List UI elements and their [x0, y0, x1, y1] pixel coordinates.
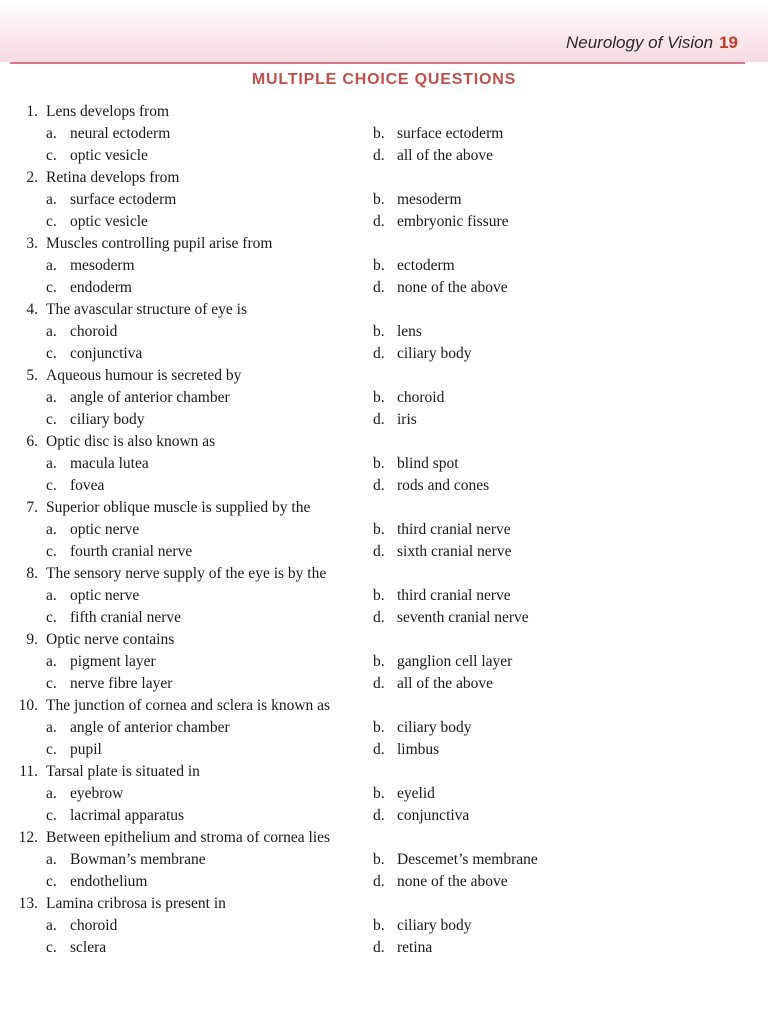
question-stem: Tarsal plate is situated in — [46, 763, 200, 780]
option-letter: c. — [46, 543, 57, 560]
question-number: 2. — [26, 169, 38, 186]
option-row — [0, 651, 768, 673]
option-text: surface ectoderm — [70, 191, 177, 208]
option-letter: c. — [46, 939, 57, 956]
question-number: 13. — [18, 895, 38, 912]
option-text: optic nerve — [70, 587, 140, 604]
option-row — [0, 915, 768, 937]
option-letter: b. — [373, 521, 385, 538]
option-letter: a. — [46, 323, 57, 340]
question-row — [0, 101, 768, 123]
option-letter: b. — [373, 455, 385, 472]
question-row — [0, 695, 768, 717]
option-letter: a. — [46, 785, 57, 802]
option-letter: b. — [373, 719, 385, 736]
option-c — [46, 741, 102, 759]
question-number: 10. — [18, 697, 38, 714]
option-row — [0, 717, 768, 739]
option-text: pupil — [70, 741, 102, 758]
option-c — [46, 873, 148, 891]
option-letter: c. — [46, 147, 57, 164]
question-item — [0, 497, 768, 563]
option-b — [373, 389, 444, 407]
option-letter: d. — [373, 279, 385, 296]
option-row — [0, 849, 768, 871]
option-row — [0, 211, 768, 233]
option-letter: d. — [373, 939, 385, 956]
option-row — [0, 123, 768, 145]
option-text: lens — [397, 323, 422, 340]
option-text: eyelid — [397, 785, 435, 802]
option-b — [373, 455, 459, 473]
running-head — [566, 33, 738, 53]
option-text: neural ectoderm — [70, 125, 171, 142]
question-number: 1. — [26, 103, 38, 120]
question-item — [0, 761, 768, 827]
running-title: Neurology of Vision — [565, 33, 714, 52]
option-d — [373, 147, 493, 165]
question-number: 12. — [18, 829, 38, 846]
option-text: all of the above — [397, 675, 493, 692]
question-row — [0, 827, 768, 849]
option-text: fifth cranial nerve — [70, 609, 182, 626]
option-letter: d. — [373, 741, 385, 758]
option-row — [0, 871, 768, 893]
option-row — [0, 189, 768, 211]
option-text: ganglion cell layer — [397, 653, 513, 670]
question-stem: Lamina cribrosa is present in — [46, 895, 226, 912]
option-text: conjunctiva — [70, 345, 143, 362]
question-item — [0, 167, 768, 233]
option-letter: d. — [373, 807, 385, 824]
option-text: choroid — [70, 917, 118, 934]
option-letter: d. — [373, 411, 385, 428]
question-row — [0, 563, 768, 585]
option-letter: d. — [373, 675, 385, 692]
option-a — [46, 653, 156, 671]
option-letter: c. — [46, 477, 57, 494]
question-stem: Retina develops from — [46, 169, 180, 186]
question-stem: Between epithelium and stroma of cornea lies — [46, 829, 331, 846]
option-d — [373, 609, 529, 627]
option-text: angle of anterior chamber — [70, 389, 230, 406]
option-text: Descemet’s membrane — [397, 851, 538, 868]
option-d — [373, 213, 508, 231]
option-letter: a. — [46, 917, 57, 934]
option-b — [373, 719, 471, 737]
option-text: lacrimal apparatus — [70, 807, 185, 824]
option-d — [373, 279, 508, 297]
option-row — [0, 519, 768, 541]
option-d — [373, 543, 511, 561]
option-text: sclera — [70, 939, 107, 956]
question-stem: Optic nerve contains — [46, 631, 175, 648]
option-a — [46, 917, 117, 935]
option-row — [0, 607, 768, 629]
option-letter: a. — [46, 653, 57, 670]
option-text: ciliary body — [397, 345, 472, 362]
option-b — [373, 125, 503, 143]
option-letter: a. — [46, 191, 57, 208]
option-a — [46, 851, 206, 869]
option-letter: d. — [373, 213, 385, 230]
option-text: all of the above — [397, 147, 493, 164]
question-stem: Aqueous humour is secreted by — [46, 367, 242, 384]
option-text: mesoderm — [397, 191, 462, 208]
question-number: 3. — [26, 235, 38, 252]
option-letter: b. — [373, 653, 385, 670]
option-text: iris — [397, 411, 417, 428]
option-text: limbus — [397, 741, 440, 758]
question-stem: The avascular structure of eye is — [46, 301, 247, 318]
question-number: 11. — [19, 763, 38, 780]
option-letter: b. — [373, 785, 385, 802]
option-c — [46, 213, 148, 231]
option-letter: a. — [46, 719, 57, 736]
question-row — [0, 629, 768, 651]
option-letter: c. — [46, 411, 57, 428]
option-letter: d. — [373, 477, 385, 494]
option-c — [46, 609, 181, 627]
option-a — [46, 257, 135, 275]
question-item — [0, 299, 768, 365]
question-item — [0, 431, 768, 497]
option-a — [46, 719, 230, 737]
option-text: third cranial nerve — [397, 587, 511, 604]
option-c — [46, 147, 148, 165]
question-item — [0, 365, 768, 431]
option-d — [373, 807, 469, 825]
option-text: sixth cranial nerve — [397, 543, 512, 560]
question-item — [0, 695, 768, 761]
option-b — [373, 917, 471, 935]
option-text: none of the above — [397, 279, 508, 296]
option-text: choroid — [397, 389, 445, 406]
option-letter: a. — [46, 257, 57, 274]
header-rule — [10, 62, 745, 64]
question-item — [0, 827, 768, 893]
option-a — [46, 587, 139, 605]
option-d — [373, 411, 417, 429]
option-a — [46, 323, 117, 341]
option-row — [0, 673, 768, 695]
question-number: 5. — [26, 367, 38, 384]
option-a — [46, 455, 149, 473]
option-text: embryonic fissure — [397, 213, 509, 230]
option-text: third cranial nerve — [397, 521, 511, 538]
option-b — [373, 257, 455, 275]
question-item — [0, 233, 768, 299]
option-letter: b. — [373, 125, 385, 142]
option-text: ciliary body — [70, 411, 145, 428]
question-row — [0, 365, 768, 387]
option-letter: c. — [46, 279, 57, 296]
option-letter: d. — [373, 147, 385, 164]
option-row — [0, 255, 768, 277]
option-letter: c. — [46, 675, 57, 692]
option-letter: c. — [46, 873, 57, 890]
option-a — [46, 125, 170, 143]
option-text: Bowman’s membrane — [70, 851, 206, 868]
question-row — [0, 497, 768, 519]
question-number: 4. — [26, 301, 38, 318]
option-row — [0, 321, 768, 343]
question-stem: The sensory nerve supply of the eye is by the — [46, 565, 327, 582]
option-row — [0, 541, 768, 563]
option-row — [0, 739, 768, 761]
question-item — [0, 101, 768, 167]
option-row — [0, 937, 768, 959]
question-stem: Muscles controlling pupil arise from — [46, 235, 273, 252]
option-d — [373, 477, 489, 495]
option-row — [0, 805, 768, 827]
option-row — [0, 453, 768, 475]
option-c — [46, 543, 192, 561]
option-row — [0, 145, 768, 167]
option-text: macula lutea — [70, 455, 149, 472]
option-c — [46, 675, 172, 693]
question-number: 7. — [26, 499, 38, 516]
option-b — [373, 521, 511, 539]
option-d — [373, 345, 471, 363]
option-text: seventh cranial nerve — [397, 609, 529, 626]
option-c — [46, 345, 142, 363]
option-d — [373, 939, 432, 957]
question-number: 8. — [26, 565, 38, 582]
question-number: 9. — [26, 631, 38, 648]
option-c — [46, 477, 104, 495]
option-b — [373, 653, 512, 671]
option-row — [0, 585, 768, 607]
option-letter: b. — [373, 389, 385, 406]
option-text: optic vesicle — [70, 147, 148, 164]
option-text: nerve fibre layer — [70, 675, 173, 692]
option-a — [46, 389, 230, 407]
option-letter: d. — [373, 873, 385, 890]
option-c — [46, 411, 144, 429]
option-letter: d. — [373, 345, 385, 362]
option-letter: d. — [373, 543, 385, 560]
option-row — [0, 409, 768, 431]
option-letter: a. — [46, 389, 57, 406]
option-d — [373, 675, 493, 693]
option-text: fovea — [70, 477, 105, 494]
option-row — [0, 343, 768, 365]
option-d — [373, 873, 508, 891]
option-b — [373, 785, 435, 803]
question-stem: Optic disc is also known as — [46, 433, 216, 450]
question-row — [0, 299, 768, 321]
option-a — [46, 521, 139, 539]
question-row — [0, 431, 768, 453]
question-row — [0, 233, 768, 255]
option-b — [373, 323, 422, 341]
option-row — [0, 783, 768, 805]
option-letter: b. — [373, 323, 385, 340]
option-text: angle of anterior chamber — [70, 719, 230, 736]
option-text: mesoderm — [70, 257, 135, 274]
question-item — [0, 629, 768, 695]
option-text: choroid — [70, 323, 118, 340]
option-row — [0, 475, 768, 497]
option-letter: b. — [373, 587, 385, 604]
option-text: blind spot — [397, 455, 459, 472]
option-row — [0, 387, 768, 409]
question-stem: The junction of cornea and sclera is known as — [46, 697, 331, 714]
option-a — [46, 191, 176, 209]
option-c — [46, 807, 184, 825]
question-number: 6. — [26, 433, 38, 450]
option-letter: b. — [373, 851, 385, 868]
question-item — [0, 893, 768, 959]
option-letter: b. — [373, 191, 385, 208]
option-row — [0, 277, 768, 299]
option-text: rods and cones — [397, 477, 490, 494]
option-text: eyebrow — [70, 785, 124, 802]
option-letter: a. — [46, 125, 57, 142]
option-letter: a. — [46, 851, 57, 868]
option-text: retina — [397, 939, 433, 956]
option-text: optic vesicle — [70, 213, 148, 230]
question-item — [0, 563, 768, 629]
option-letter: b. — [373, 257, 385, 274]
option-letter: c. — [46, 609, 57, 626]
option-b — [373, 851, 538, 869]
option-letter: c. — [46, 213, 57, 230]
option-text: ectoderm — [397, 257, 455, 274]
option-text: ciliary body — [397, 719, 472, 736]
option-d — [373, 741, 439, 759]
option-text: none of the above — [397, 873, 508, 890]
option-letter: a. — [46, 587, 57, 604]
option-b — [373, 191, 462, 209]
question-row — [0, 761, 768, 783]
option-text: optic nerve — [70, 521, 140, 538]
option-text: pigment layer — [70, 653, 156, 670]
option-text: ciliary body — [397, 917, 472, 934]
option-c — [46, 939, 106, 957]
option-letter: c. — [46, 345, 57, 362]
option-text: conjunctiva — [397, 807, 470, 824]
option-text: endothelium — [70, 873, 148, 890]
option-text: fourth cranial nerve — [70, 543, 193, 560]
option-letter: a. — [46, 521, 57, 538]
question-row — [0, 167, 768, 189]
option-a — [46, 785, 123, 803]
question-list — [0, 101, 768, 959]
option-text: endoderm — [70, 279, 132, 296]
page-number: 19 — [719, 33, 738, 52]
option-letter: c. — [46, 741, 57, 758]
question-row — [0, 893, 768, 915]
option-letter: d. — [373, 609, 385, 626]
option-c — [46, 279, 132, 297]
section-title: MULTIPLE CHOICE QUESTIONS — [251, 71, 517, 88]
question-stem: Lens develops from — [46, 103, 170, 120]
option-b — [373, 587, 511, 605]
option-letter: a. — [46, 455, 57, 472]
question-stem: Superior oblique muscle is supplied by the — [46, 499, 311, 516]
option-letter: c. — [46, 807, 57, 824]
option-text: surface ectoderm — [397, 125, 504, 142]
option-letter: b. — [373, 917, 385, 934]
